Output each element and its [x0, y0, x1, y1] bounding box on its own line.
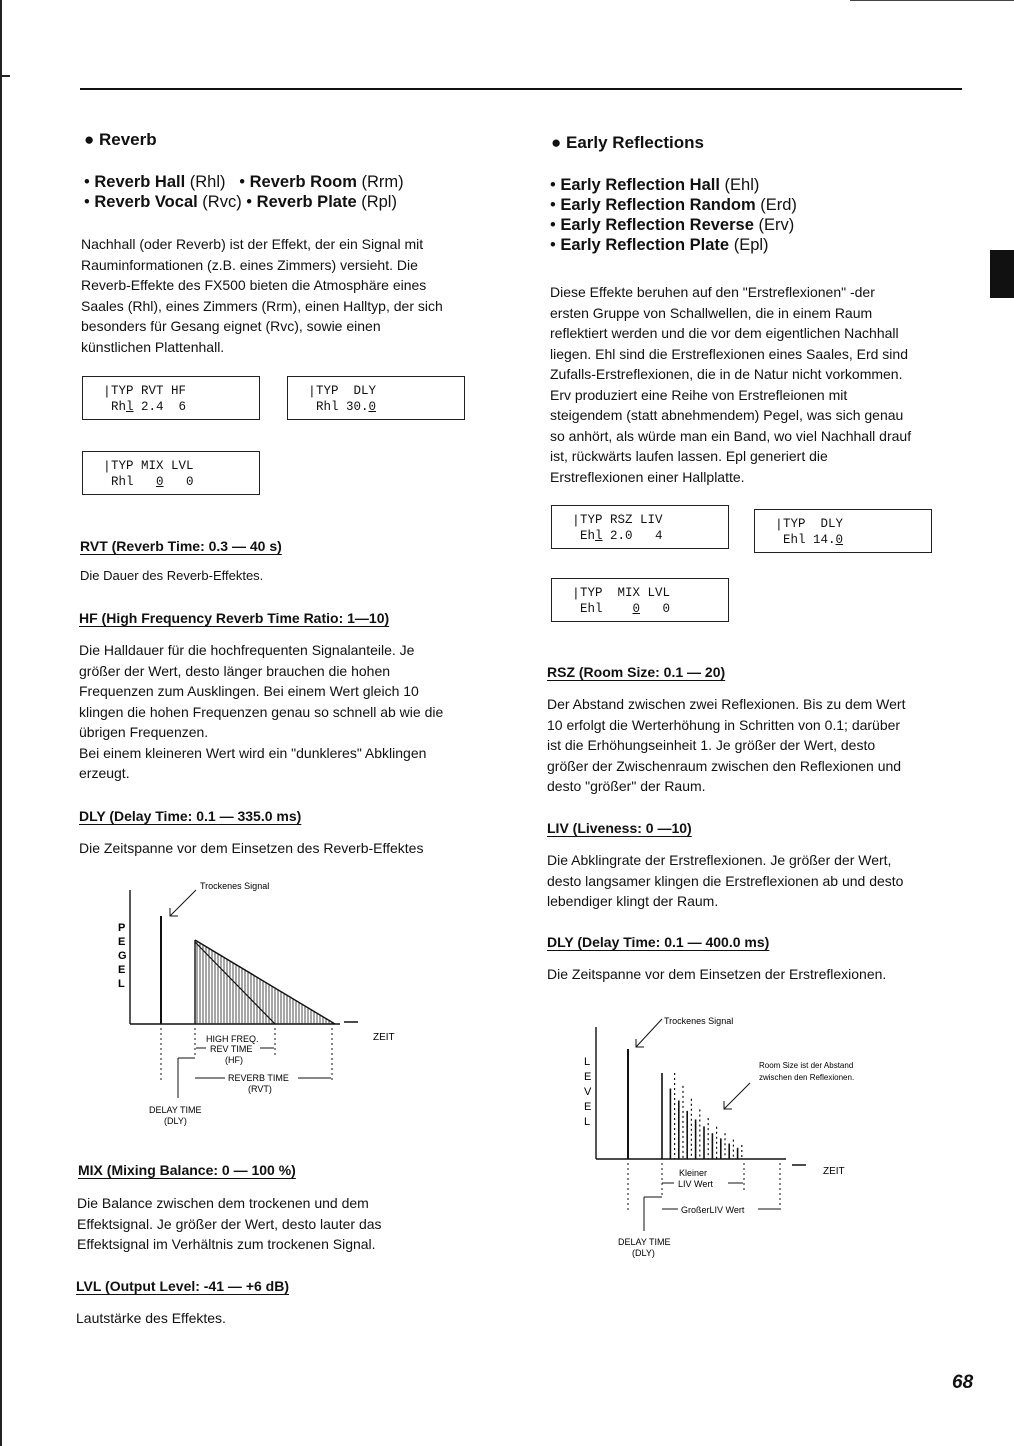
- er-delay-time-label: DELAY TIME: [618, 1237, 671, 1247]
- y-axis-label-level: [584, 1056, 592, 1128]
- er-time-axis-label: ZEIT: [823, 1166, 845, 1177]
- svg-text:(HF): (HF): [225, 1055, 243, 1065]
- y-axis-label-pegel: [118, 922, 127, 990]
- param-text-hf: Die Halldauer für die hochfrequenten Signalanteile. Je größer der Wert, desto länger brauchen die hohen Frequenzen zum Ausklingen. Bei einem Wert gleich 10 klingen die hohen Frequenzen genau so schnell ab wie die übrigen Frequenzen. Bei einem kleineren Wert wird ein "dunkleres" Abklingen erzeugt.: [79, 642, 444, 781]
- param-text-dly: Die Zeitspanne vor dem Einsetzen des Reverb-Effektes: [79, 840, 424, 856]
- lcd-display-rvt: | TYP RVT HF Rhl 2.4 6: [82, 376, 260, 420]
- liv-big-label: GroßerLIV Wert: [681, 1205, 745, 1215]
- svg-text:REV TIME: REV TIME: [210, 1044, 253, 1054]
- svg-text:L: L: [584, 1116, 591, 1128]
- param-heading-hf: HF (High Frequency Reverb Time Ratio: 1—10): [79, 610, 390, 626]
- svg-text:P: P: [118, 922, 126, 934]
- hf-label: HIGH FREQ.: [206, 1034, 259, 1044]
- lcd-display-rsz: | TYP RSZ LIV Ehl 2.0 4: [551, 505, 729, 549]
- er-dry-signal-label: Trockenes Signal: [664, 1016, 734, 1026]
- liv-small-label: Kleiner: [679, 1168, 708, 1178]
- svg-text:V: V: [584, 1086, 592, 1098]
- reverb-intro-text: Nachhall (oder Reverb) ist der Effekt, der ein Signal mit Rauminformationen (z.B. eines Zimmers) versieht. Die Reverb-Effekte des FX500 bieten die Atmosphäre eines Saales (Rhl), eines Zimmers (Rrm), einen Halltyp, der sich besonders für Gesang eignet (Rvc), sowie einen künstlichen Plattenhall.: [81, 236, 443, 355]
- top-rule-fragment: [850, 0, 1014, 1]
- delay-time-label: DELAY TIME: [149, 1105, 202, 1115]
- param-heading-liv: LIV (Liveness: 0 —10): [547, 820, 692, 836]
- param-heading-lvl: LVL (Output Level: -41 — +6 dB): [76, 1278, 290, 1294]
- chapter-tab-marker: [990, 250, 1014, 298]
- time-axis-label: ZEIT: [373, 1032, 395, 1043]
- svg-text:LIV Wert: LIV Wert: [678, 1179, 713, 1189]
- early-reflections-intro-text: Diese Effekte beruhen auf den "Erstreflexionen" -der ersten Gruppe von Schallwellen, die in einem Raum reflektiert werden und die vor dem eigentlichen Nachhall liegen. Ehl sind die Erstreflexionen eines Saales, Erd sind Zufalls-Erstreflexionen, die in de Natur nicht vorkommen. Erv produziert eine Reihe von Erstrefleionen mit steigendem (statt abnehmendem) Pegel, was sich genau so anhört, als würde man ein Band, wo viel Nachhall drauf ist, rückwärts laufen lassen. Epl generiert die Erstreflexionen einer Hallplatte.: [550, 284, 912, 485]
- lcd-display-er-dly: | TYP DLY Ehl 14.0: [754, 509, 932, 553]
- lcd-display-er-mix: | TYP MIX LVL Ehl 0 0: [551, 578, 729, 622]
- header-rule: [80, 88, 962, 90]
- margin-tick: [0, 75, 10, 77]
- dry-signal-label: Trockenes Signal: [200, 881, 270, 891]
- rvt-label: REVERB TIME: [228, 1073, 289, 1083]
- svg-text:L: L: [118, 978, 125, 990]
- svg-text:E: E: [118, 964, 126, 976]
- binding-margin-line: [0, 0, 2, 1446]
- svg-text:(RVT): (RVT): [248, 1084, 272, 1094]
- param-heading-dly: DLY (Delay Time: 0.1 — 335.0 ms): [79, 808, 302, 824]
- lcd-display-dly: | TYP DLY Rhl 30.0: [287, 376, 465, 420]
- param-text-lvl: Lautstärke des Effektes.: [76, 1310, 226, 1326]
- reverb-effect-list: • Reverb Hall (Rhl) • Reverb Room (Rrm) • Reverb Vocal (Rvc) • Reverb Plate (Rpl): [84, 173, 404, 211]
- svg-text:G: G: [118, 950, 127, 962]
- section-title-early-reflections: ● Early Reflections: [551, 133, 704, 152]
- reverb-time-diagram: [100, 870, 420, 1140]
- page-number: 68: [952, 1372, 974, 1393]
- param-text-er-dly: Die Zeitspanne vor dem Einsetzen der Erstreflexionen.: [547, 966, 887, 982]
- early-reflections-diagram: [570, 1005, 870, 1265]
- lcd-display-mix: | TYP MIX LVL Rhl 0 0: [82, 451, 260, 495]
- svg-text:E: E: [118, 936, 126, 948]
- svg-text:E: E: [584, 1071, 592, 1083]
- svg-text:E: E: [584, 1101, 592, 1113]
- param-heading-mix: MIX (Mixing Balance: 0 — 100 %): [78, 1162, 296, 1178]
- room-size-note: Room Size ist der Abstand: [759, 1061, 854, 1070]
- svg-text:(DLY): (DLY): [164, 1116, 187, 1126]
- svg-text:L: L: [584, 1056, 591, 1068]
- svg-text:zwischen den Reflexionen.: zwischen den Reflexionen.: [759, 1073, 855, 1082]
- svg-text:(DLY): (DLY): [632, 1248, 655, 1258]
- param-heading-rvt: RVT (Reverb Time: 0.3 — 40 s): [80, 538, 282, 554]
- early-reflection-effect-list: • Early Reflection Hall (Ehl) • Early Reflection Random (Erd) • Early Reflection Reverse (Erv) • Early Reflection Plate (Epl): [550, 176, 797, 254]
- param-text-rvt: Die Dauer des Reverb-Effektes.: [80, 568, 264, 583]
- param-heading-rsz: RSZ (Room Size: 0.1 — 20): [547, 664, 726, 680]
- param-text-rsz: Der Abstand zwischen zwei Reflexionen. Bis zu dem Wert 10 erfolgt die Werterhöhung in Schritten von 0.1; darüber ist die Erhöhungseinheit 1. Je größer der Wert, desto größer der Zwischenraum zwischen den Reflexionen und desto "größer" der Raum.: [547, 696, 906, 794]
- reverb-decay-hatching: [195, 941, 332, 1024]
- param-text-mix: Die Balance zwischen dem trockenen und dem Effektsignal. Je größer der Wert, desto lauter das Effektsignal im Verhältnis zum trockenen Signal.: [77, 1195, 382, 1252]
- param-heading-er-dly: DLY (Delay Time: 0.1 — 400.0 ms): [547, 934, 770, 950]
- section-title-reverb: ● Reverb: [84, 130, 157, 149]
- param-text-liv: Die Abklingrate der Erstreflexionen. Je größer der Wert, desto langsamer klingen die Erstreflexionen ab und desto lebendiger klingt der Raum.: [547, 852, 904, 909]
